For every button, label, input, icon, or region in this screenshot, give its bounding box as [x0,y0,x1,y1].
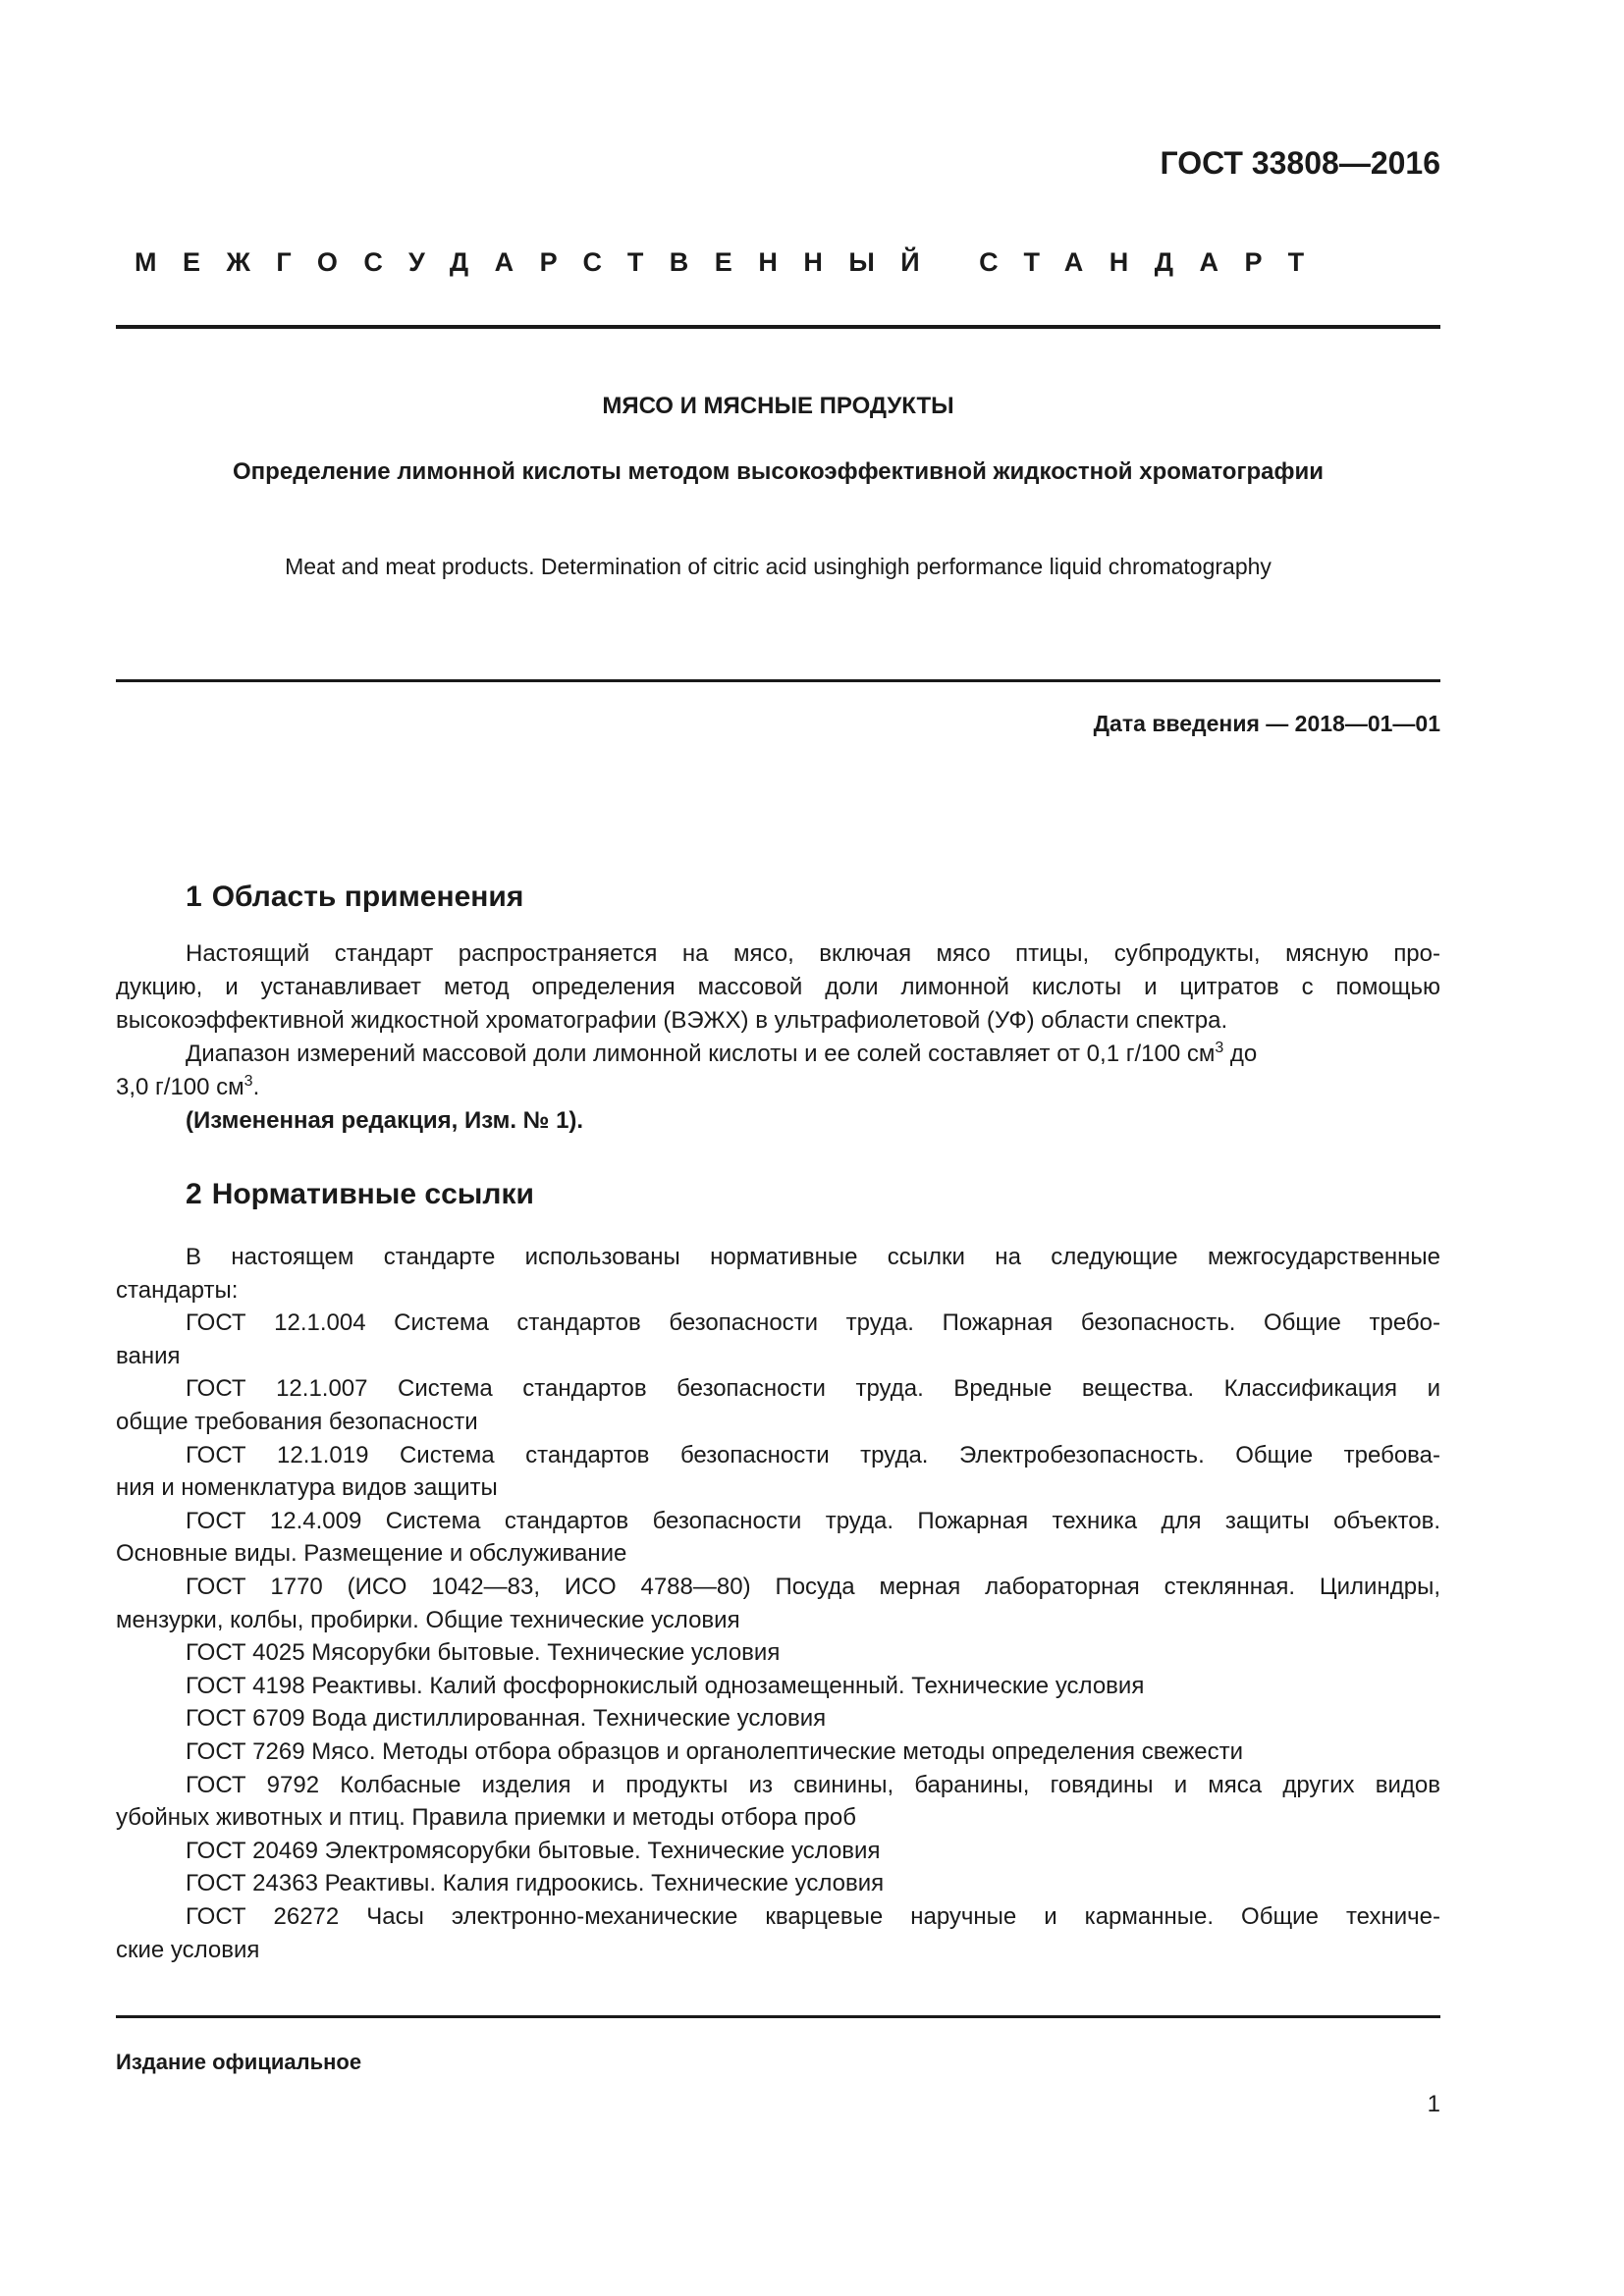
reference-line: Основные виды. Размещение и обслуживание [116,1540,627,1567]
section-number: 2 [186,1178,202,1210]
footer-rule [116,2015,1440,2018]
section-1-heading [186,881,523,914]
superscript: 3 [1215,1040,1224,1056]
paragraph-line: высокоэффективной жидкостной хроматографии (ВЭЖХ) в ультрафиолетовой (УФ) области спектра. [116,1007,1228,1034]
paragraph-line: Настоящий стандарт распространяется на мясо, включая мясо птицы, субпродукты, мясную про- [186,940,1440,967]
introduction-date: Дата введения — 2018—01—01 [1093,711,1440,736]
document-title: МЯСО И МЯСНЫЕ ПРОДУКТЫ [602,393,954,419]
title-rule [116,679,1440,682]
reference-line: ГОСТ 12.1.007 Система стандартов безопасности труда. Вредные вещества. Классификация и [186,1375,1440,1402]
range-text-end: до [1229,1041,1258,1067]
reference-line: мензурки, колбы, пробирки. Общие технические условия [116,1607,740,1633]
reference-line: общие требования безопасности [116,1409,478,1435]
document-number: ГОСТ 33808—2016 [1160,145,1440,181]
reference-line: стандарты: [116,1277,239,1304]
range-text-end: . [252,1074,260,1100]
page-number: 1 [1427,2091,1440,2117]
section-2-heading [186,1178,534,1211]
document-subtitle: Определение лимонной кислоты методом высокоэффективной жидкостной хроматографии [233,458,1324,485]
reference-line: ния и номенклатура видов защиты [116,1474,498,1501]
reference-line: ГОСТ 4198 Реактивы. Калий фосфорнокислый однозамещенный. Технические условия [186,1673,1145,1699]
reference-line: ГОСТ 12.4.009 Система стандартов безопасности труда. Пожарная техника для защиты объектов. [186,1508,1440,1534]
reference-line: ГОСТ 12.1.019 Система стандартов безопасности труда. Электробезопасность. Общие требова- [186,1442,1440,1468]
paragraph-line [116,1074,1440,1101]
range-text: Диапазон измерений массовой доли лимонной кислоты и ее солей составляет от 0,1 г/100 см [186,1041,1216,1067]
reference-line: ГОСТ 9792 Колбасные изделия и продукты из свинины, баранины, говядины и мяса других видов [186,1772,1440,1798]
range-text: 3,0 г/100 см [116,1074,244,1100]
reference-line: вания [116,1343,181,1369]
reference-line: ГОСТ 12.1.004 Система стандартов безопасности труда. Пожарная безопасность. Общие требо- [186,1309,1440,1336]
reference-line: ские условия [116,1937,260,1963]
amendment-note: (Измененная редакция, Изм. № 1). [186,1107,584,1134]
paragraph-line [116,1041,1440,1068]
reference-line: убойных животных и птиц. Правила приемки и методы отбора проб [116,1804,857,1831]
section-number: 1 [186,881,202,913]
reference-line: ГОСТ 1770 (ИСО 1042—83, ИСО 4788—80) Посуда мерная лабораторная стеклянная. Цилиндры, [186,1574,1440,1600]
top-rule [116,325,1440,329]
official-edition-label: Издание официальное [116,2050,362,2074]
paragraph-line: дукцию, и устанавливает метод определения массовой доли лимонной кислоты и цитратов с помощью [116,974,1440,1000]
superscript: 3 [244,1073,253,1090]
reference-line: ГОСТ 7269 Мясо. Методы отбора образцов и органолептические методы определения свежести [186,1738,1244,1765]
english-title: Meat and meat products. Determination of citric acid usinghigh performance liquid chromatography [285,554,1272,579]
reference-line: ГОСТ 24363 Реактивы. Калия гидроокись. Технические условия [186,1870,885,1896]
reference-line: ГОСТ 6709 Вода дистиллированная. Технические условия [186,1705,827,1732]
reference-line: ГОСТ 20469 Электромясорубки бытовые. Технические условия [186,1838,881,1864]
reference-line: В настоящем стандарте использованы нормативные ссылки на следующие межгосударственные [186,1244,1440,1270]
section-title: Область применения [211,881,524,913]
section-title: Нормативные ссылки [211,1178,534,1210]
reference-line: ГОСТ 26272 Часы электронно-механические кварцевые наручные и карманные. Общие техниче- [186,1903,1440,1930]
standard-type-heading: МЕЖГОСУДАРСТВЕННЫЙ СТАНДАРТ [135,247,1330,277]
reference-line: ГОСТ 4025 Мясорубки бытовые. Технические условия [186,1639,781,1666]
